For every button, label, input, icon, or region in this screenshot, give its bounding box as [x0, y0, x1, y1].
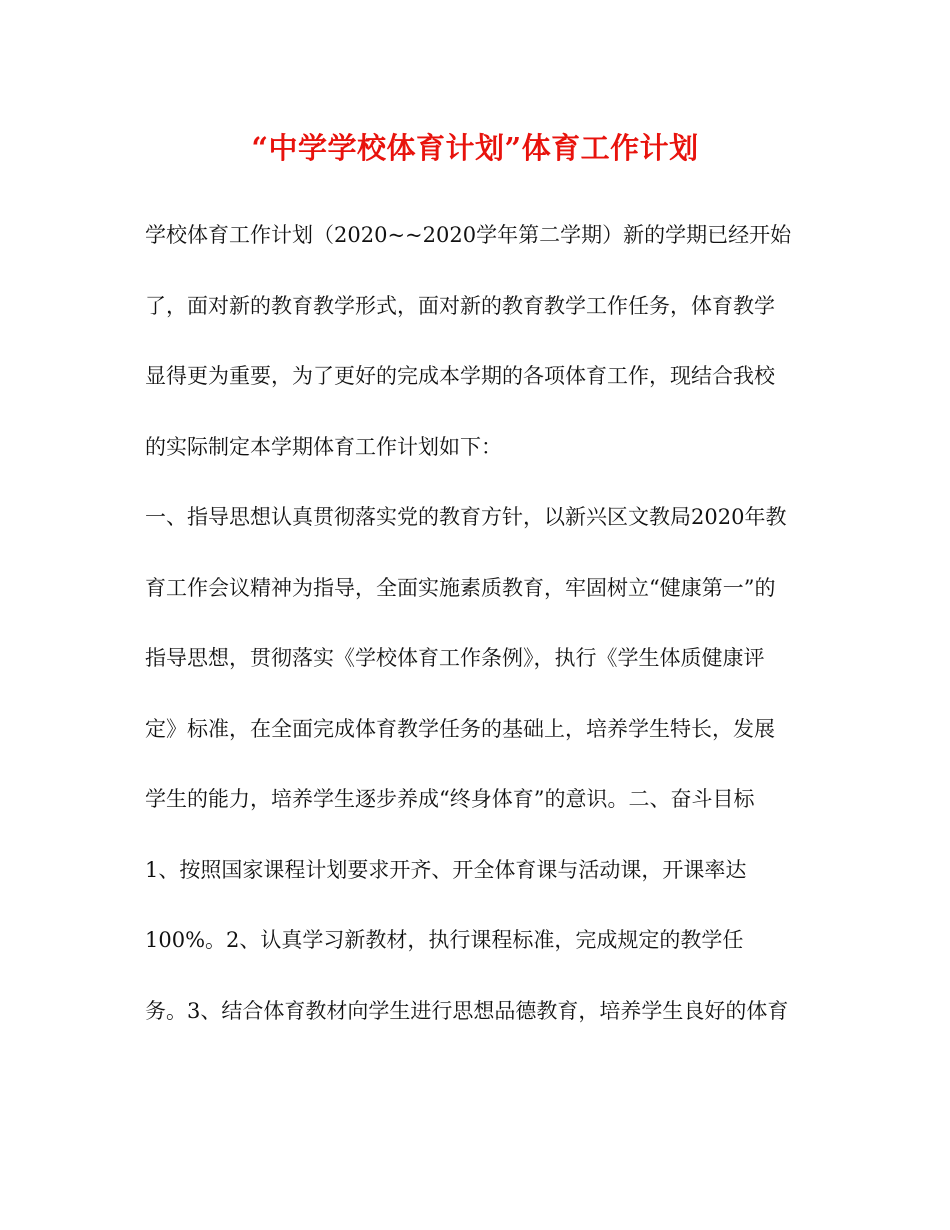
body-line: 指导思想，贯彻落实《学校体育工作条例》，执行《学生体质健康评: [145, 646, 765, 670]
body-line: 一、指导思想认真贯彻落实党的教育方针，以新兴区文教局2020年教: [145, 505, 787, 529]
body-line: 1、按照国家课程计划要求开齐、开全体育课与活动课，开课率达: [145, 857, 747, 882]
body-line: 学校体育工作计划（2020~~2020学年第二学期）新的学期已经开始: [145, 223, 792, 247]
body-line: 学生的能力，培养学生逐步养成“终身体育”的意识。二、奋斗目标: [145, 787, 755, 811]
body-line: 了，面对新的教育教学形式，面对新的教育教学工作任务，体育教学: [145, 293, 775, 318]
body-line: 的实际制定本学期体育工作计划如下：: [145, 434, 502, 459]
body-line: 育工作会议精神为指导，全面实施素质教育，牢固树立“健康第一”的: [145, 575, 776, 600]
body-line: 显得更为重要，为了更好的完成本学期的各项体育工作，现结合我校: [145, 364, 775, 388]
body-line: 务。3、结合体育教材向学生进行思想品德教育，培养学生良好的体育: [145, 998, 789, 1023]
body-line: 100%。2、认真学习新教材，执行课程标准，完成规定的教学任: [145, 928, 744, 952]
document-body: [145, 215, 815, 1061]
body-line: 定》标准，在全面完成体育教学任务的基础上，培养学生特长，发展: [145, 716, 775, 741]
document-title: “中学学校体育计划”体育工作计划: [251, 131, 699, 165]
